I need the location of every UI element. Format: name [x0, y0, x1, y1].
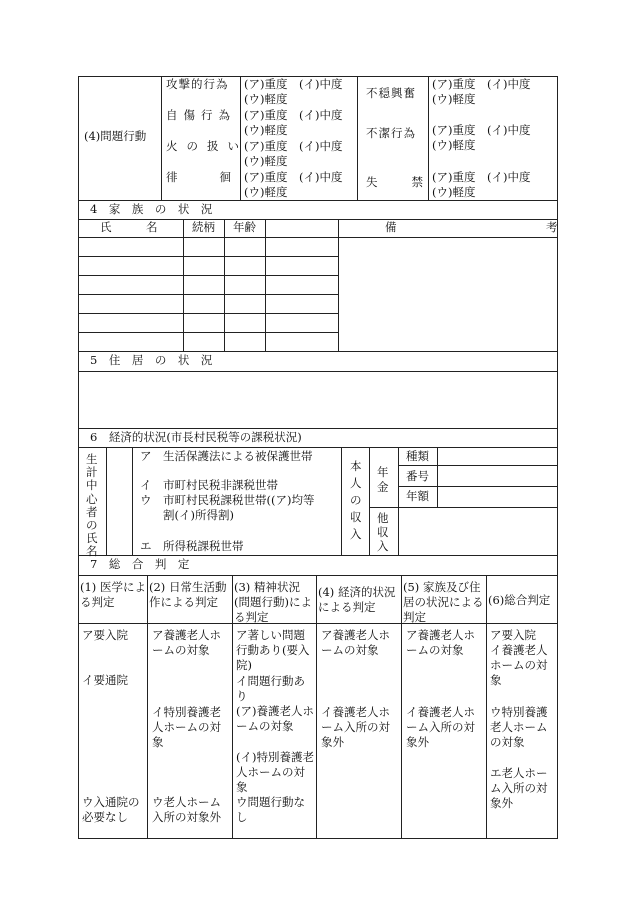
- med-hospital: ア要入院: [82, 628, 128, 642]
- frame-bottom: [78, 838, 558, 839]
- opt-fire-2: (ウ)軽度: [244, 154, 288, 168]
- income-label: 本人の収入: [350, 459, 362, 541]
- pension-number: 番号: [406, 469, 429, 483]
- family-b: イ養護老人ホーム入所の対象外: [406, 705, 475, 749]
- judgment-h3: (3) 精神状況(問題行動)による判定: [234, 580, 312, 624]
- med-outpatient: イ要通院: [82, 673, 128, 687]
- family-col-relation: 続柄: [192, 220, 215, 234]
- opt-aggression-2: (ウ)軽度: [244, 92, 288, 106]
- family-col-name: 氏 名: [100, 220, 158, 234]
- judgment-h5: (5) 家族及び住居の状況による判定: [403, 580, 484, 624]
- overall-d: エ老人ホーム入所の対象外: [490, 766, 548, 810]
- opt-unclean-1: (ア)重度 (イ)中度: [432, 123, 531, 137]
- economic-opt-u1: ウ 市町村民税課税世帯((ア)均等: [140, 493, 315, 507]
- item-wandering: 徘徊: [166, 170, 273, 184]
- opt-aggression-1: (ア)重度 (イ)中度: [244, 77, 343, 91]
- housing-heading: 5 住 居 の 状 況: [90, 353, 213, 367]
- opt-wander-1: (ア)重度 (イ)中度: [244, 170, 343, 184]
- adl-b: イ特別養護老人ホームの対象: [152, 705, 221, 749]
- judgment-h1: (1) 医学によ る判定: [80, 580, 146, 609]
- frame-right: [557, 76, 558, 838]
- family-a: ア養護老人ホームの対象: [406, 628, 475, 657]
- family-col-remarks: 備 考: [385, 220, 558, 234]
- family-col-age: 年齢: [233, 220, 256, 234]
- family-heading: 4 家 族 の 状 況: [90, 202, 213, 216]
- opt-agitation-1: (ア)重度 (イ)中度: [432, 77, 531, 91]
- economic-opt-e: エ 所得税課税世帯: [140, 539, 244, 553]
- opt-unclean-2: (ウ)軽度: [432, 138, 476, 152]
- judgment-h2: (2) 日常生活動作による判定: [149, 580, 227, 609]
- item-incontinence: 失禁: [366, 175, 457, 189]
- opt-incont-1: (ア)重度 (イ)中度: [432, 170, 531, 184]
- economic-opt-a: ア 生活保護法による被保護世帯: [140, 449, 313, 463]
- mental-b1: (ア)養護老人ホームの対象: [236, 704, 314, 733]
- overall-c: ウ特別養護老人ホームの対象: [490, 705, 548, 749]
- other-income-label: 他収入: [377, 511, 389, 553]
- judgment-heading: 7 総 合 判 定: [90, 557, 190, 571]
- adl-a: ア養護老人ホームの対象: [152, 628, 221, 657]
- item-unclean: 不潔行為: [366, 126, 416, 140]
- opt-agitation-2: (ウ)軽度: [432, 92, 476, 106]
- opt-selfharm-1: (ア)重度 (イ)中度: [244, 108, 343, 122]
- overall-b: イ養護老人ホームの対象: [490, 643, 548, 687]
- economic-side-label: 生計中心者の氏名: [86, 452, 98, 559]
- item-agitation: 不穏興奮: [366, 86, 416, 100]
- econ-a: ア養護老人ホームの対象: [321, 628, 390, 657]
- pension-amount: 年額: [406, 489, 429, 503]
- opt-fire-1: (ア)重度 (イ)中度: [244, 139, 343, 153]
- item-fire: 火の扱い: [166, 139, 248, 153]
- economic-heading: 6 経済的状況(市長村民税等の課税状況): [90, 430, 302, 444]
- judgment-h4: (4) 経済的状況による判定: [318, 585, 396, 614]
- pension-kind: 種類: [406, 449, 429, 463]
- econ-b: イ養護老人ホーム入所の対象外: [321, 705, 390, 749]
- economic-opt-i: イ 市町村民税非課税世帯: [140, 478, 278, 492]
- item-aggression: 攻撃的行為: [166, 77, 229, 91]
- economic-opt-u2: 割(イ)所得割): [140, 508, 234, 522]
- pension-label: 年金: [377, 465, 389, 494]
- mental-a: ア著しい問題行動あり(要入院): [236, 628, 310, 672]
- opt-wander-2: (ウ)軽度: [244, 185, 288, 199]
- item-self-harm: 自傷行為: [166, 108, 236, 122]
- frame-left: [78, 76, 79, 838]
- opt-selfharm-2: (ウ)軽度: [244, 123, 288, 137]
- opt-incont-2: (ウ)軽度: [432, 185, 476, 199]
- adl-c: ウ老人ホーム入所の対象外: [152, 795, 221, 824]
- problem-behavior-label: (4)問題行動: [84, 129, 147, 143]
- overall-a: ア要入院: [490, 628, 536, 642]
- mental-b2: (イ)特別養護老人ホームの対象: [236, 750, 314, 794]
- judgment-h6: (6)総合判定: [488, 593, 551, 607]
- mental-c: ウ問題行動なし: [236, 795, 305, 824]
- med-none: ウ入通院の必要なし: [82, 795, 140, 824]
- mental-b: イ問題行動あり: [236, 674, 305, 703]
